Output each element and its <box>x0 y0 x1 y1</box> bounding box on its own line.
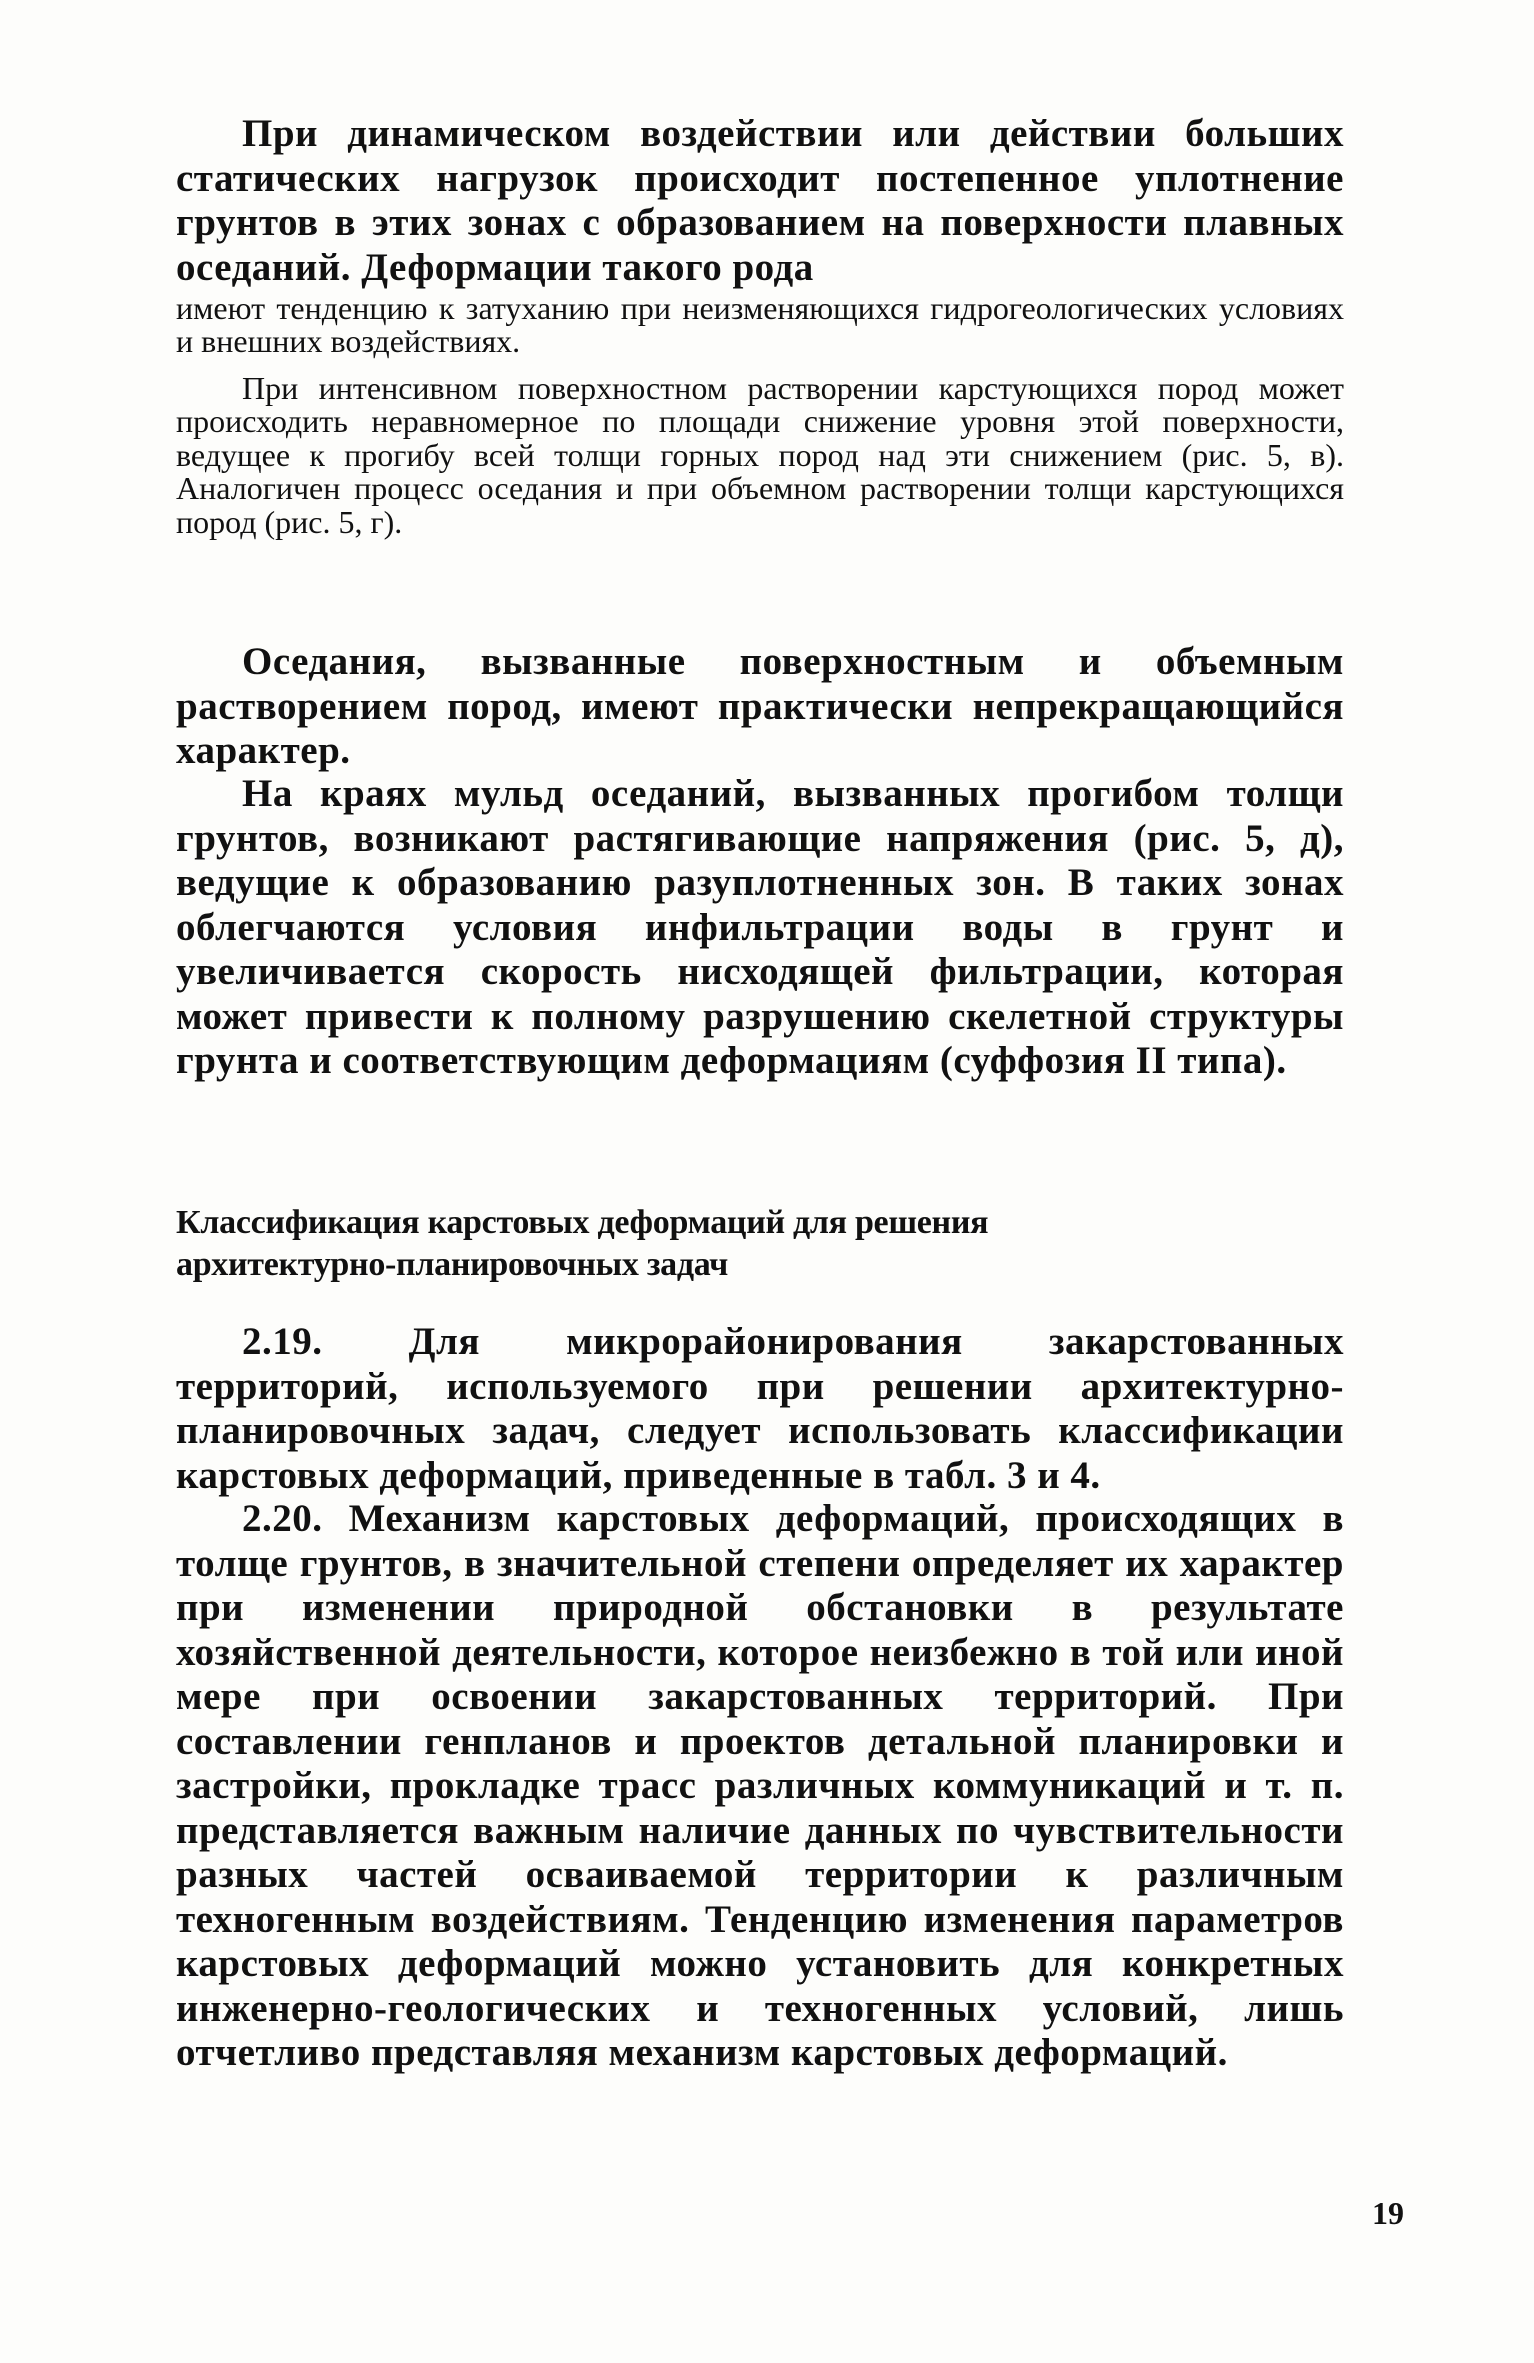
clause-2-19-number: 2.19. <box>242 1320 323 1363</box>
paragraph-4-text: На краях мульд оседаний, вызванных прогибом толщи грунтов, возникают растягивающие напряжения (рис. 5, д), ведущие к образованию разуплотненных зон. В таких зонах облегчаются условия инфильтрации воды в грунт и увеличивается скорость нисходящей фильтрации, которая может привести к полному разрушению скелетной структуры грунта и соответствующим деформациям (суффозия II типа). <box>176 772 1344 1082</box>
section-heading-line-2: архитектурно-планировочных задач <box>176 1246 728 1283</box>
section-heading-line-1: Классификация карстовых деформаций для решения <box>176 1204 989 1241</box>
clause-2-19-body: Для микрорайонирования закарстованных территорий, используемого при решении архитектурно-планировочных задач, следует использовать классификации карстовых деформаций, приведенные в табл. 3 и 4. <box>176 1320 1345 1497</box>
paragraph-2 <box>176 372 1344 539</box>
clause-2-19-text <box>176 1320 1344 1498</box>
clause-2-20-number: 2.20. <box>242 1497 323 1540</box>
paragraph-3-text: Оседания, вызванные поверхностным и объемным растворением пород, имеют практически непрекращающийся характер. <box>176 640 1344 772</box>
clause-2-20 <box>176 1497 1344 2076</box>
clause-2-20-text <box>176 1497 1344 2076</box>
page-number: 19 <box>1372 2195 1404 2231</box>
paragraph-4 <box>176 772 1344 1084</box>
section-heading <box>176 1202 1344 1286</box>
paragraph-2-text: При интенсивном поверхностном растворении карстующихся пород может происходить неравномерное по площади снижение уровня этой поверхности, ведущее к прогибу всей толщи горных пород над эти снижением (рис. 5, в). Аналогичен процесс оседания и при объемном растворении толщи карстующихся пород (рис. 5, г). <box>176 370 1344 540</box>
clause-2-19 <box>176 1320 1344 1498</box>
paragraph-3 <box>176 640 1344 774</box>
paragraph-1 <box>176 112 1344 359</box>
paragraph-1-small-text: имеют тенденцию к затуханию при неизменяющихся гидрогеологических условиях и внешних воздействиях. <box>176 290 1344 360</box>
paragraph-1-bold-text: При динамическом воздействии или действии больших статических нагрузок происходит постепенное уплотнение грунтов в этих зонах с образованием на поверхности плавных оседаний. Деформации такого рода <box>176 112 1344 289</box>
clause-2-20-body: Механизм карстовых деформаций, происходящих в толще грунтов, в значительной степени определяет их характер при изменении природной обстановки в результате хозяйственной деятельности, которое неизбежно в той или иной мере при освоении закарстованных территорий. При составлении генпланов и проектов детальной планировки и застройки, прокладке трасс различных коммуникаций и т. п. представляется важным наличие данных по чувствительности разных частей осваиваемой территории к различным техногенным воздействиям. Тенденцию изменения параметров карстовых деформаций можно установить для конкретных инженерно-геологических и техногенных условий, лишь отчетливо представляя механизм карстовых деформаций. <box>176 1497 1345 2074</box>
